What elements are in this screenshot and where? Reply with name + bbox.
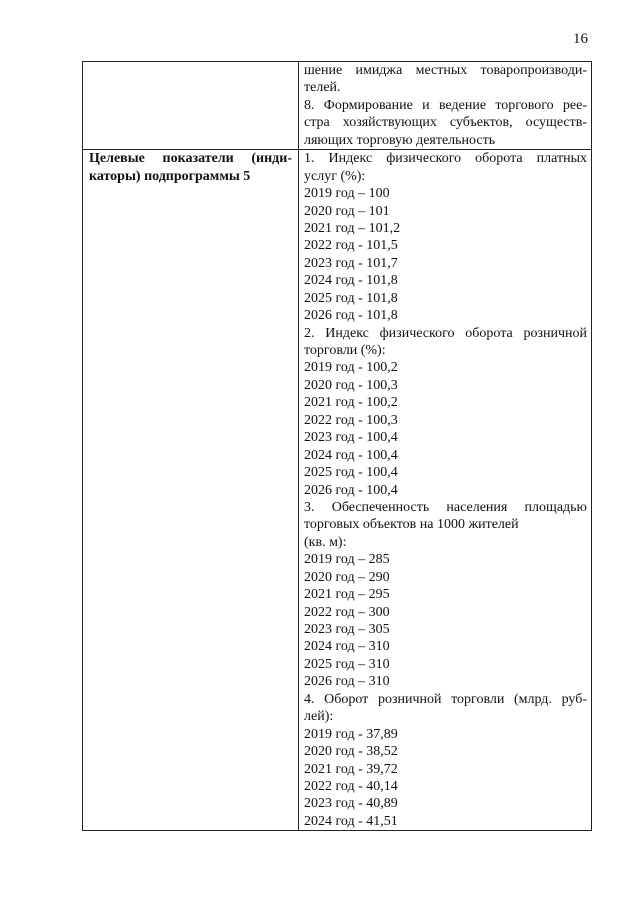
text-line: телей. [304,80,341,96]
indicator-value: 2019 год – 285 [304,552,390,568]
indicator-value: 2022 год - 101,5 [304,238,398,254]
indicator-value: 2025 год - 100,4 [304,465,398,481]
text-line: шение имиджа местных товаропроизводи- [304,63,587,78]
indicator-value: 2023 год – 305 [304,622,390,637]
indicators-label-line: Целевые показатели (инди- [89,151,292,167]
indicator-heading: торговых объектов на 1000 жителей [304,517,519,533]
table-row-continuation [83,62,592,150]
indicator-value: 2026 год - 100,4 [304,482,398,498]
indicator-heading: 1. Индекс физического оборота платных [304,151,587,167]
indicator-heading: (кв. м): [304,534,347,550]
indicators-label-line: каторы) подпрограммы 5 [89,168,251,184]
continuation-cell [299,62,592,150]
indicator-value: 2019 год - 100,2 [304,360,398,376]
indicator-value: 2025 год – 310 [304,656,390,672]
indicators-values-cell [299,150,592,831]
indicator-value: 2022 год - 40,14 [304,778,398,794]
indicator-value: 2023 год - 100,4 [304,430,398,446]
indicator-value: 2020 год – 290 [304,569,390,585]
indicator-heading: 2. Индекс физического оборота розничной [304,325,587,341]
indicator-heading: 3. Обеспеченность населения площадью [304,499,587,515]
indicator-value: 2024 год – 310 [304,639,390,655]
indicator-value: 2019 год - 37,89 [304,726,398,742]
indicator-value: 2020 год – 101 [304,203,390,219]
indicator-value: 2022 год – 300 [304,604,390,620]
indicator-value: 2020 год - 100,3 [304,377,398,393]
indicator-heading: 4. Оборот розничной торговли (млрд. руб- [304,691,587,707]
indicator-value: 2021 год – 295 [304,587,390,603]
indicator-value: 2022 год - 100,3 [304,412,398,428]
indicator-value: 2025 год - 101,8 [304,290,398,306]
text-line: стра хозяйствующих субъектов, осуществ- [304,115,587,131]
text-line: ляющих торговую деятельность [304,132,496,148]
indicator-value: 2024 год - 41,51 [304,813,398,829]
subprogram-table [82,61,592,831]
indicator-value: 2026 год - 101,8 [304,308,398,324]
indicator-value: 2020 год - 38,52 [304,744,398,760]
indicator-heading: услуг (%): [304,168,366,184]
table-row-target-indicators [83,150,592,831]
indicator-value: 2021 год - 39,72 [304,761,398,777]
indicator-value: 2021 год – 101,2 [304,220,401,236]
indicators-label-cell [83,150,299,831]
indicator-value: 2024 год - 100,4 [304,447,398,463]
indicator-value: 2026 год – 310 [304,674,390,690]
indicator-heading: лей): [304,709,334,725]
page-number: 16 [573,31,588,47]
text-line: 8. Формирование и ведение торгового рее- [304,97,587,113]
indicator-value: 2019 год – 100 [304,186,390,202]
indicator-value: 2023 год - 101,7 [304,255,398,271]
indicator-value: 2023 год - 40,89 [304,796,398,812]
empty-label-cell [83,62,299,150]
indicator-value: 2024 год - 101,8 [304,273,398,289]
indicator-value: 2021 год - 100,2 [304,395,398,411]
indicator-heading: торговли (%): [304,343,386,358]
